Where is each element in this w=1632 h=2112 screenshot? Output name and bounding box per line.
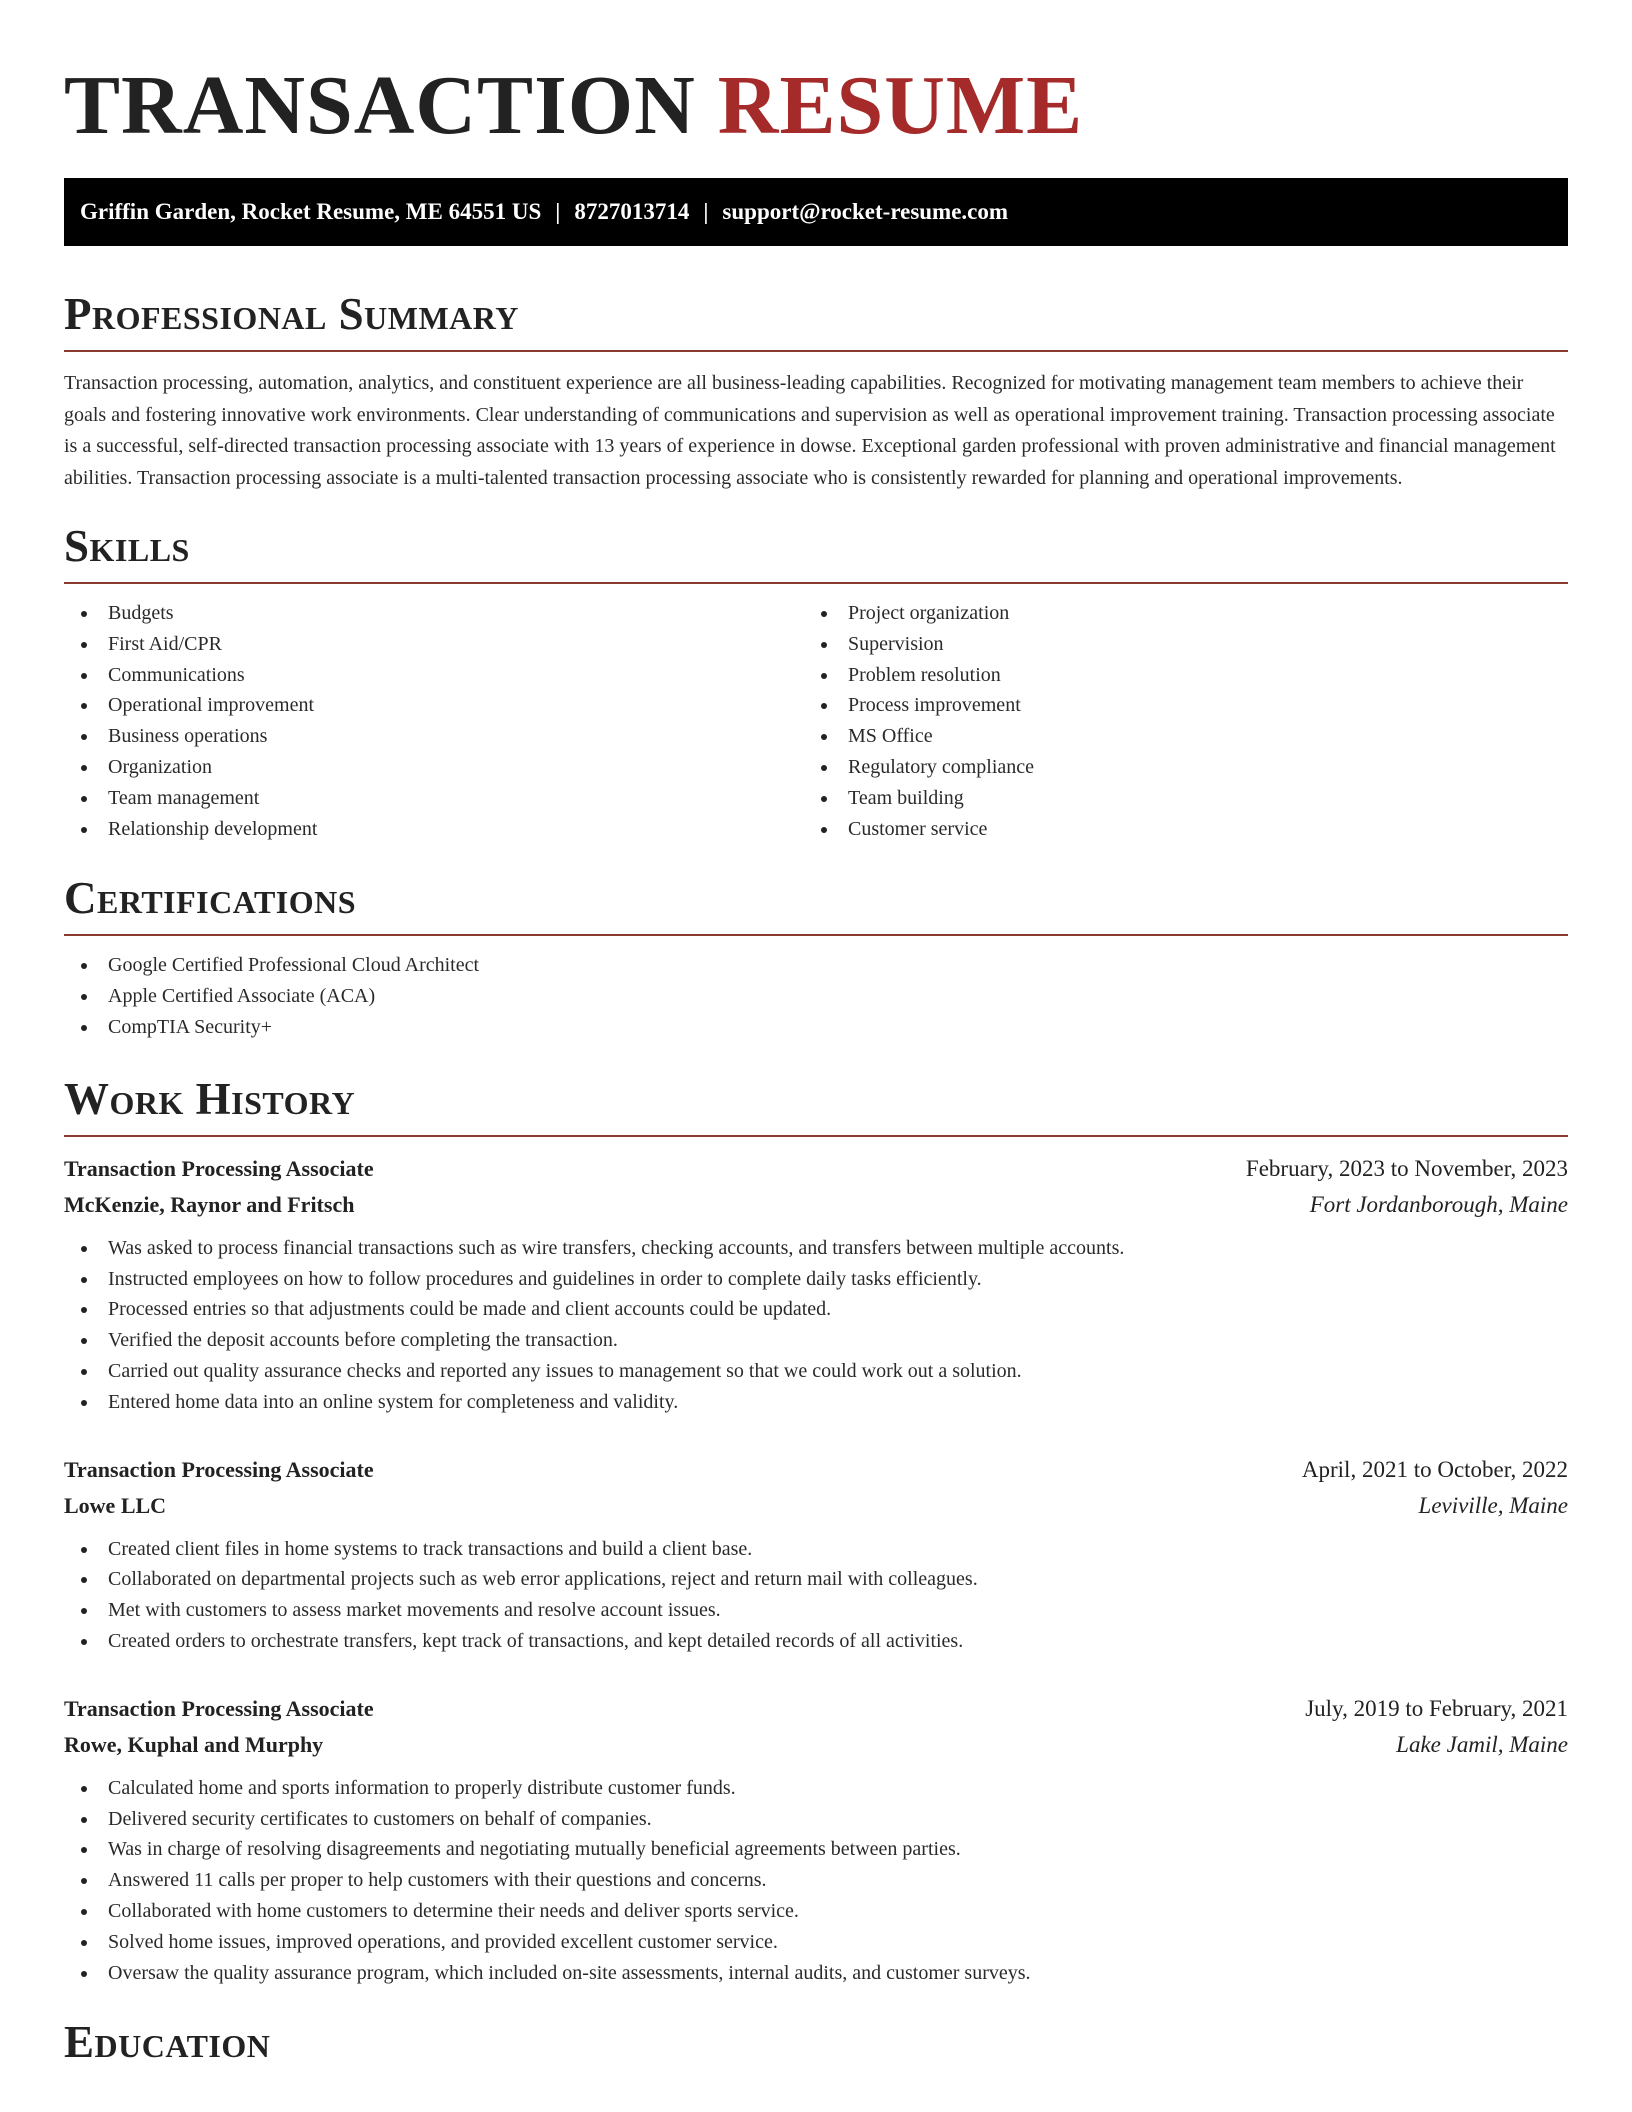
skill-item: Communications <box>64 660 804 691</box>
job-bullet: Entered home data into an online system for completeness and validity. <box>64 1387 1568 1418</box>
contact-email: support@rocket-resume.com <box>722 199 1009 224</box>
skill-item: Budgets <box>64 598 804 629</box>
certification-item: Apple Certified Associate (ACA) <box>64 981 1568 1012</box>
skill-item: Process improvement <box>804 690 1544 721</box>
job-entry <box>64 1151 1568 1418</box>
job-entry <box>64 1691 1568 1989</box>
skills-list-right <box>804 598 1544 844</box>
skill-item: Operational improvement <box>64 690 804 721</box>
job-bullets <box>64 1233 1568 1418</box>
job-location: Leviville, Maine <box>1418 1492 1568 1518</box>
job-dates: April, 2021 to October, 2022 <box>1301 1456 1568 1482</box>
skill-item: Business operations <box>64 721 804 752</box>
section-divider <box>64 1135 1568 1137</box>
skill-item: First Aid/CPR <box>64 629 804 660</box>
skill-item: Project organization <box>804 598 1544 629</box>
job-bullets <box>64 1773 1568 1989</box>
section-divider <box>64 934 1568 936</box>
certification-item: Google Certified Professional Cloud Architect <box>64 950 1568 981</box>
job-bullet: Oversaw the quality assurance program, which included on-site assessments, internal audits, and customer surveys. <box>64 1958 1568 1989</box>
contact-address: Griffin Garden, Rocket Resume, ME 64551 US <box>80 199 542 224</box>
job-bullets <box>64 1534 1568 1657</box>
job-location: Fort Jordanborough, Maine <box>1309 1191 1568 1217</box>
job-bullet: Verified the deposit accounts before completing the transaction. <box>64 1325 1568 1356</box>
skills-heading: Skills <box>64 521 190 571</box>
skill-item: Team management <box>64 783 804 814</box>
skill-item: Relationship development <box>64 814 804 845</box>
skill-item: Team building <box>804 783 1544 814</box>
job-entry <box>64 1452 1568 1657</box>
job-title: Transaction Processing Associate <box>64 1456 374 1482</box>
contact-bar <box>64 178 1568 246</box>
job-bullet: Met with customers to assess market movements and resolve account issues. <box>64 1595 1568 1626</box>
job-company: McKenzie, Raynor and Fritsch <box>64 1191 355 1217</box>
skill-item: Problem resolution <box>804 660 1544 691</box>
job-bullet: Calculated home and sports information to properly distribute customer funds. <box>64 1773 1568 1804</box>
skills-grid <box>64 598 1568 844</box>
work-history-heading: Work History <box>64 1073 356 1124</box>
job-bullet: Delivered security certificates to customers on behalf of companies. <box>64 1804 1568 1835</box>
job-dates: July, 2019 to February, 2021 <box>1305 1695 1568 1721</box>
title-accent: RESUME <box>717 59 1084 152</box>
education-section <box>64 2016 1568 2068</box>
job-title: Transaction Processing Associate <box>64 1695 374 1721</box>
job-bullet: Collaborated with home customers to determine their needs and deliver sports service. <box>64 1896 1568 1927</box>
job-bullet: Created client files in home systems to track transactions and build a client base. <box>64 1534 1568 1565</box>
certifications-section <box>64 872 1568 1042</box>
contact-phone: 8727013714 <box>574 199 690 224</box>
summary-section <box>64 288 1568 494</box>
job-bullet: Created orders to orchestrate transfers, kept track of transactions, and kept detailed records of all activities. <box>64 1626 1568 1657</box>
work-history-section <box>64 1073 1568 1989</box>
job-bullet: Was asked to process financial transactions such as wire transfers, checking accounts, and transfers between multiple accounts. <box>64 1233 1568 1264</box>
certification-item: CompTIA Security+ <box>64 1012 1568 1043</box>
job-bullet: Answered 11 calls per proper to help customers with their questions and concerns. <box>64 1865 1568 1896</box>
education-heading: Education <box>64 2017 271 2068</box>
job-bullet: Collaborated on departmental projects such as web error applications, reject and return mail with colleagues. <box>64 1564 1568 1595</box>
summary-heading: Professional Summary <box>64 289 519 339</box>
job-title: Transaction Processing Associate <box>64 1155 374 1181</box>
skill-item: Customer service <box>804 814 1544 845</box>
job-location: Lake Jamil, Maine <box>1396 1731 1568 1757</box>
title-main: TRANSACTION <box>64 59 696 152</box>
resume-title <box>64 58 1568 154</box>
skills-section <box>64 520 1568 844</box>
job-company: Lowe LLC <box>64 1492 167 1518</box>
job-company: Rowe, Kuphal and Murphy <box>64 1731 324 1757</box>
contact-separator: | <box>555 199 561 224</box>
resume-page <box>64 0 1568 2068</box>
contact-separator: | <box>703 199 709 224</box>
job-bullet: Instructed employees on how to follow procedures and guidelines in order to complete daily tasks efficiently. <box>64 1264 1568 1295</box>
section-divider <box>64 350 1568 352</box>
skill-item: Regulatory compliance <box>804 752 1544 783</box>
skill-item: Supervision <box>804 629 1544 660</box>
skills-list-left <box>64 598 804 844</box>
section-divider <box>64 582 1568 584</box>
job-dates: February, 2023 to November, 2023 <box>1245 1155 1568 1181</box>
skill-item: MS Office <box>804 721 1544 752</box>
job-bullet: Solved home issues, improved operations, and provided excellent customer service. <box>64 1927 1568 1958</box>
job-bullet: Processed entries so that adjustments could be made and client accounts could be updated. <box>64 1294 1568 1325</box>
job-bullet: Was in charge of resolving disagreements and negotiating mutually beneficial agreements between parties. <box>64 1834 1568 1865</box>
certifications-heading: Certifications <box>64 873 357 924</box>
summary-text: Transaction processing, automation, analytics, and constituent experience are all business-leading capabilities. Recognized for motivating management team members to achieve their goals and fostering innovative work environments. Clear understanding of communications and supervision as well as operational improvement training. Transaction processing associate is a successful, self-directed transaction processing associate with 13 years of experience in dowse. Exceptional garden professional with proven administrative and financial management abilities. Transaction processing associate is a multi-talented transaction processing associate who is consistently rewarded for planning and operational improvements. <box>64 372 1556 489</box>
job-bullet: Carried out quality assurance checks and reported any issues to management so that we could work out a solution. <box>64 1356 1568 1387</box>
certifications-list <box>64 950 1568 1042</box>
skill-item: Organization <box>64 752 804 783</box>
